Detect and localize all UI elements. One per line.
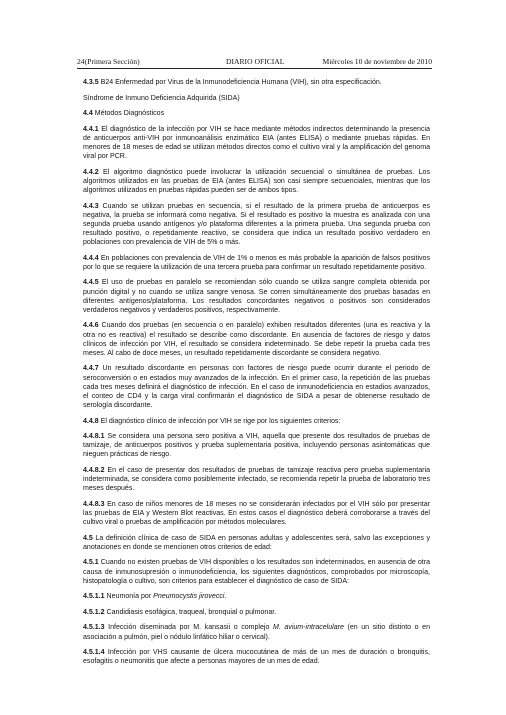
paragraph-number: 4.4.6 [83, 322, 99, 330]
paragraph-number: 4.4.3 [83, 202, 99, 210]
paragraph-text: Infección por VHS causante de úlcera mucocutánea de más de un mes de duración o bronquitis, esofagitis o neumonitis que afecte a personas mayores de un mes de edad. [83, 649, 430, 666]
organism-name: Pneumocystis jirovecci [153, 593, 225, 601]
header-rule [77, 68, 432, 69]
organism-name: M. avium-intracelulare [272, 624, 344, 632]
header-left [77, 57, 140, 66]
paragraph [83, 254, 430, 272]
paragraph-text: Cuando dos pruebas (en secuencia o en paralelo) exhiben resultados diferentes (una es reactiva y la otra no es reactiva) el resultado se describe como discordante. En ausencia de factores de riesgo y datos clínicos de infección por VIH, el resultado se considera indeterminado. Se debe repetir la prueba cada tres meses. Al cabo de doce meses, un resultado repetidamente discordante se considera negativo. [83, 322, 430, 357]
paragraph-text: Candidiasis esofágica, traqueal, bronquial o pulmonar. [106, 608, 277, 616]
paragraph [83, 623, 430, 641]
paragraph-number: 4.5.1.2 [83, 608, 105, 616]
paragraph-number: 4.4.8.3 [83, 500, 105, 508]
paragraph-text: El uso de pruebas en paralelo se recomiendan sólo cuando se utiliza sangre completa obtenida por punción digital y no cuando se utiliza sangre venosa. Se corren simultáneamente dos pruebas basadas en diferentes antígenos/plataforma. Los resultados concordantes negativos o positivos son considerados verdaderos negativos y verdaderos positivos, respectivamente. [83, 279, 430, 314]
paragraph [83, 278, 430, 315]
paragraph [83, 432, 430, 459]
paragraph-text: Cuando se utilizan pruebas en secuencia, si el resultado de la primera prueba de anticuerpos es negativa, la prueba se informará como negativa. Si el resultado es positivo la muestra es analizada con una segunda prueba usando antígenos y/o plataforma diferentes a la primera prueba. Una segunda prueba con resultado positivo, o repetidamente reactivo, se considera que indica un resultado positivo verdadero en poblaciones con prevalencia de VIH de 5% o más. [83, 202, 430, 247]
paragraph [83, 534, 430, 552]
paragraph-text: La definición clínica de caso de SIDA en personas adultas y adolescentes será, salvo las excepciones y anotaciones en donde se mencionen otros criterios de edad: [83, 534, 430, 551]
paragraph-number: 4.3.5 [83, 79, 99, 86]
paragraph-text: Cuando no existen pruebas de VIH disponibles o los resultados son indeterminados, en ausencia de otra causa de inmunosupresión o inmunodeficiencia, los siguientes diagnósticos, comprobados por microscopía, histopatología o cultivo, son criterios para establecer el diagnóstico de caso de SIDA: [83, 559, 430, 585]
paragraph-text: El algoritmo diagnóstico puede involucrar la utilización secuencial o simultánea de pruebas. Los algoritmos utilizados en las pruebas de EIA (antes ELISA) son casi siempre secuenciales, mientras que los algoritmos utilizados en pruebas rápidas pueden ser de ambos tipos. [83, 168, 430, 194]
paragraph-number: 4.4 [83, 110, 93, 118]
paragraph-text: Se considera una persona sero positiva a VIH, aquella que presente dos resultados de pruebas de tamizaje, de anticuerpos positivos y prueba suplementaria positiva, incluyendo personas asintomáticas que nieguen prácticas de riesgo. [83, 433, 430, 459]
publication-date: Miércoles 10 de noviembre de 2010 [322, 57, 432, 66]
paragraph [83, 417, 430, 426]
document-body [83, 78, 430, 673]
paragraph-text: En el caso de presentar dos resultados de pruebas de tamizaje reactiva pero prueba suplementaria indeterminada, se considera como posiblemente infectado, se recomienda repetir la prueba de laboratorio tres meses después. [83, 467, 430, 493]
paragraph [83, 109, 430, 118]
paragraph-text: En caso de niños menores de 18 meses no se considerarán infectados por el VIH sólo por presentar las pruebas de EIA y Western Blot reactivas. En estos casos el diagnóstico deberá corroborarse a través del cultivo viral o pruebas de amplificación por métodos moleculares. [83, 500, 430, 527]
paragraph [83, 202, 430, 248]
paragraph-text: Síndrome de Inmuno Deficiencia Adquirida (SIDA) [83, 94, 240, 102]
paragraph-number: 4.5 [83, 534, 93, 542]
paragraph-number: 4.4.8.1 [83, 433, 105, 441]
paragraph [83, 78, 430, 87]
paragraph-number: 4.5.1.4 [83, 649, 105, 657]
paragraph [83, 321, 430, 358]
paragraph-text: Métodos Diagnósticos [94, 110, 165, 118]
paragraph [83, 125, 430, 162]
paragraph-number: 4.5.1.1 [83, 593, 105, 601]
paragraph-text-end: (en un sitio distinto o en asociación a pulmón, piel o nódulo linfático hiliar o cervical). [83, 624, 430, 641]
paragraph-number: 4.4.8 [83, 417, 99, 425]
page-number: 24 [77, 57, 85, 66]
paragraph-text: Un resultado discordante en personas con factores de riesgo puede ocurrir durante el periodo de seroconversión o en estadios muy avanzados de la infección. En el primer caso, la repetición de las pruebas cada tres meses definirá el diagnóstico de infección. En el caso de inmunodeficiencia en estadios avanzados, el conteo de CD4 y la carga viral confirmarán el diagnóstico de SIDA a pesar de obtenerse resultado de serología discordante. [83, 365, 431, 410]
paragraph-number: 4.4.1 [83, 125, 99, 133]
paragraph-text: Infección diseminada por M. kansasii o complejo [108, 624, 273, 632]
paragraph-number: 4.4.8.2 [83, 467, 105, 474]
paragraph [83, 168, 430, 195]
paragraph-number: 4.4.7 [83, 365, 99, 373]
paragraph [83, 648, 430, 666]
publication-name: DIARIO OFICIAL [226, 57, 285, 66]
paragraph [83, 364, 430, 410]
paragraph-text: En poblaciones con prevalencia de VIH de 1% o menos es más probable la aparición de falsos positivos por lo que se requiere la utilización de una tercera prueba para confirmar un resultado repetidamente positivo. [83, 254, 430, 271]
paragraph-text-end: . [224, 593, 227, 601]
paragraph [83, 94, 430, 103]
paragraph-number: 4.5.1.3 [83, 624, 105, 632]
paragraph [83, 500, 430, 527]
paragraph-text: El diagnóstico de la infección por VIH se hace mediante métodos indirectos determinando la presencia de anticuerpos anti-VIH por inmunoanálisis enzimático EIA (antes ELISA) o mediante pruebas rápidas. En menores de 18 meses de edad se utilizan métodos directos como el cultivo viral y la amplificación del genoma viral por PCR. [83, 125, 430, 161]
paragraph [83, 592, 430, 601]
paragraph [83, 466, 430, 493]
paragraph-text: Neumonía por [106, 593, 154, 601]
paragraph [83, 608, 430, 617]
paragraph-number: 4.4.5 [83, 279, 99, 287]
paragraph [83, 558, 430, 585]
paragraph-number: 4.5.1 [83, 559, 99, 567]
section-label: (Primera Sección) [84, 57, 140, 66]
paragraph-number: 4.4.4 [83, 254, 99, 262]
paragraph-text: El diagnóstico clínico de infección por VIH se rige por los siguientes criterios: [100, 417, 341, 425]
paragraph-number: 4.4.2 [83, 168, 99, 176]
paragraph-text: B24 Enfermedad por Virus de la Inmunodeficiencia Humana (VIH), sin otra especificación. [100, 79, 382, 86]
